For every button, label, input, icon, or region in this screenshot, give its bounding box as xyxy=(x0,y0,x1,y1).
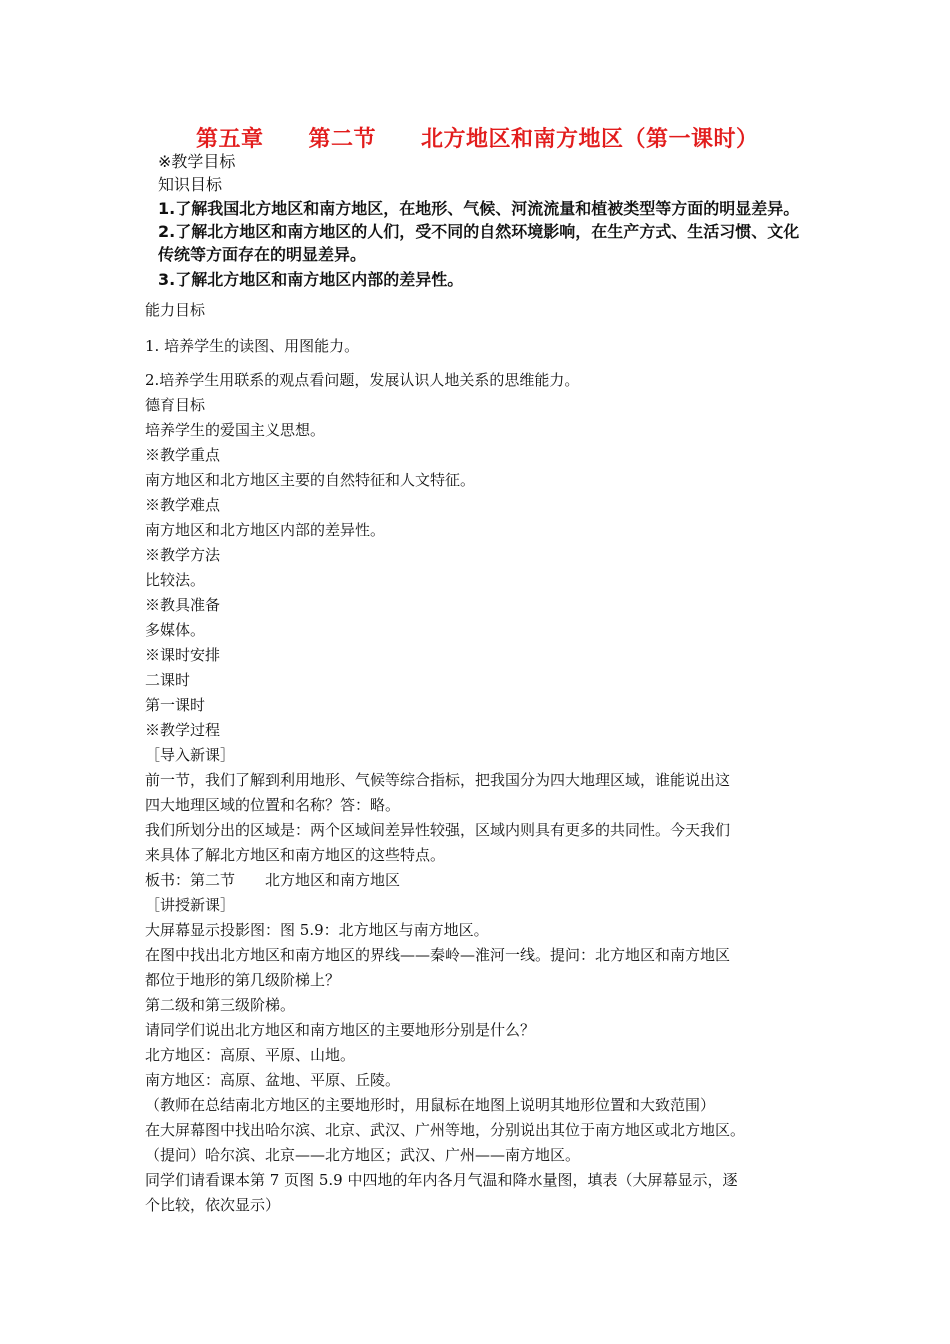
methods-heading: ※教学方法 xyxy=(145,546,221,564)
ability-goal-1: 1. 培养学生的读图、用图能力。 xyxy=(145,337,360,355)
blackboard-line: 板书：第二节 北方地区和南方地区 xyxy=(145,871,401,889)
methods: 比较法。 xyxy=(145,571,206,589)
body-line: 请同学们说出北方地区和南方地区的主要地形分别是什么？ xyxy=(145,1021,536,1039)
new-lesson-heading: ［讲授新课］ xyxy=(145,896,236,914)
body-line: 我们所划分出的区域是：两个区域间差异性较强，区域内则具有更多的共同性。今天我们 xyxy=(145,821,731,839)
body-line: 北方地区：高原、平原、山地。 xyxy=(145,1046,356,1064)
intro-heading: ［导入新课］ xyxy=(145,746,236,764)
knowledge-goal-2-cont: 传统等方面存在的明显差异。 xyxy=(158,245,367,264)
first-lesson: 第一课时 xyxy=(145,696,206,714)
key-points: 南方地区和北方地区主要的自然特征和人文特征。 xyxy=(145,471,476,489)
moral-goals-heading: 德育目标 xyxy=(145,396,206,414)
difficulties-heading: ※教学难点 xyxy=(145,496,221,514)
knowledge-goal-1: 1.了解我国北方地区和南方地区，在地形、气候、河流流量和植被类型等方面的明显差异。 xyxy=(158,199,800,218)
knowledge-goal-3: 3.了解北方地区和南方地区内部的差异性。 xyxy=(158,270,464,289)
knowledge-goal-2: 2.了解北方地区和南方地区的人们，受不同的自然环境影响，在生产方式、生活习惯、文化 xyxy=(158,222,800,241)
document-body xyxy=(145,298,825,1218)
body-line: （提问）哈尔滨、北京——北方地区；武汉、广州——南方地区。 xyxy=(145,1146,581,1164)
body-line: 在图中找出北方地区和南方地区的界线——秦岭—淮河一线。提问：北方地区和南方地区 xyxy=(145,946,731,964)
body-line: 都位于地形的第几级阶梯上？ xyxy=(145,971,341,989)
body-line: 南方地区：高原、盆地、平原、丘陵。 xyxy=(145,1071,401,1089)
body-line: （教师在总结南北方地区的主要地形时，用鼠标在地图上说明其地形位置和大致范围） xyxy=(145,1096,716,1114)
body-line: 第二级和第三级阶梯。 xyxy=(145,996,296,1014)
ability-goals-heading: 能力目标 xyxy=(145,301,206,319)
process-heading: ※教学过程 xyxy=(145,721,221,739)
ability-goal-2: 2.培养学生用联系的观点看问题，发展认识人地关系的思维能力。 xyxy=(145,371,580,389)
tools: 多媒体。 xyxy=(145,621,206,639)
body-line: 个比较，依次显示） xyxy=(145,1196,281,1214)
key-points-heading: ※教学重点 xyxy=(145,446,221,464)
body-line: 前一节，我们了解到利用地形、气候等综合指标，把我国分为四大地理区域，谁能说出这 xyxy=(145,771,731,789)
difficulties: 南方地区和北方地区内部的差异性。 xyxy=(145,521,386,539)
body-line: 同学们请看课本第 7 页图 5.9 中四地的年内各月气温和降水量图，填表（大屏幕显示，逐 xyxy=(145,1171,738,1189)
body-line: 大屏幕显示投影图：图 5.9：北方地区与南方地区。 xyxy=(145,921,489,939)
teaching-goals-heading: ※教学目标 xyxy=(158,152,236,171)
body-line: 四大地理区域的位置和名称？答：略。 xyxy=(145,796,401,814)
schedule: 二课时 xyxy=(145,671,191,689)
schedule-heading: ※课时安排 xyxy=(145,646,221,664)
knowledge-goals-heading: 知识目标 xyxy=(158,175,223,194)
body-line: 在大屏幕图中找出哈尔滨、北京、武汉、广州等地，分别说出其位于南方地区或北方地区。 xyxy=(145,1121,746,1139)
body-line: 来具体了解北方地区和南方地区的这些特点。 xyxy=(145,846,446,864)
moral-goal: 培养学生的爱国主义思想。 xyxy=(145,421,326,439)
tools-heading: ※教具准备 xyxy=(145,596,221,614)
page-title: 第五章 第二节 北方地区和南方地区（第一课时） xyxy=(196,127,759,152)
